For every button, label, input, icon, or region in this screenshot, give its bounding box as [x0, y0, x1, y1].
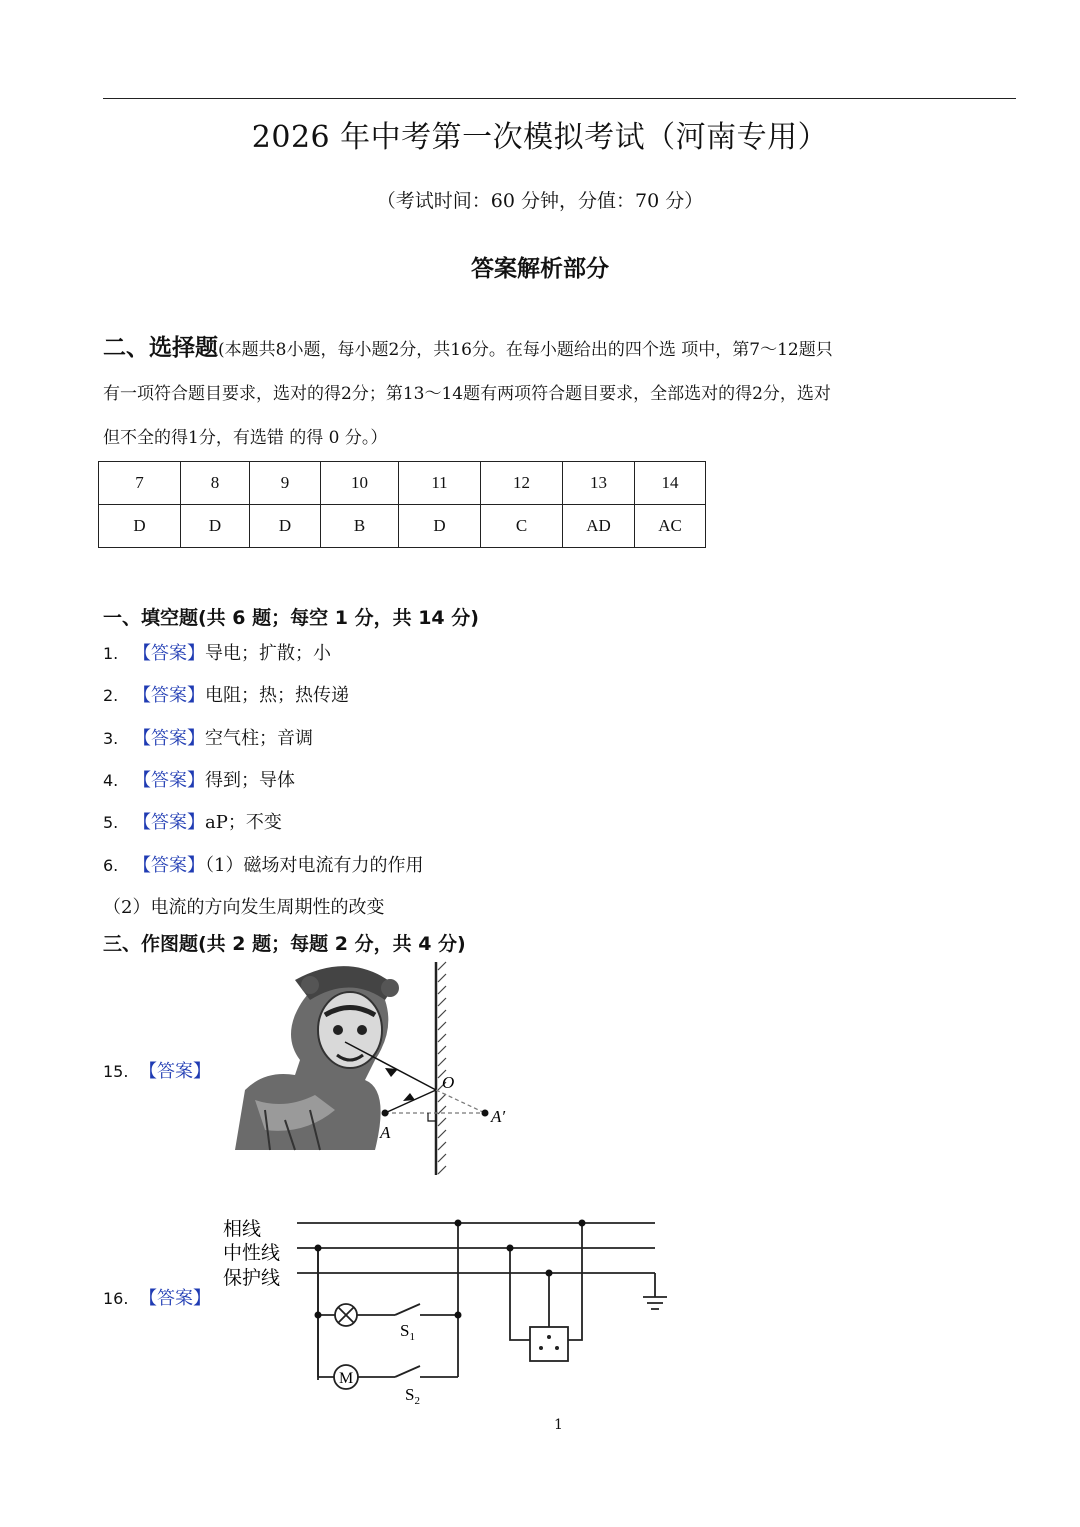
label-a-prime: A′: [491, 1107, 506, 1126]
table-cell: AD: [563, 505, 635, 548]
page-number: 1: [554, 1417, 563, 1433]
answer-text: （1）磁场对电流有力的作用: [205, 855, 424, 876]
table-cell: D: [181, 505, 250, 548]
lamp-icon: [335, 1304, 357, 1326]
answer-tag: 【答案】: [139, 1061, 211, 1082]
ground-icon: [643, 1273, 667, 1309]
junction-dot: [579, 1220, 586, 1227]
q15-label: [103, 1057, 211, 1083]
list-item: [103, 681, 349, 707]
answer-table: [98, 461, 706, 548]
mc-instructions: [103, 326, 923, 460]
label-o: O: [442, 1073, 455, 1092]
answer-table-answers-row: [99, 505, 706, 548]
mc-instructions-line3: 但不全的得1分，有选错 的得 0 分。）: [103, 428, 388, 448]
table-cell: 7: [99, 462, 181, 505]
table-cell: AC: [635, 505, 706, 548]
mirror-diagram: [225, 960, 525, 1180]
list-item: [103, 851, 423, 877]
motor-icon: [334, 1365, 358, 1389]
q16-label: [103, 1284, 211, 1310]
answer-tag: 【答案】: [133, 812, 205, 833]
answer-text: 空气柱；音调: [205, 728, 313, 749]
item-number: 6.: [103, 856, 119, 875]
item-number: 4.: [103, 771, 119, 790]
mc-heading: 二、选择题: [103, 334, 218, 361]
mc-instructions-line2: 有一项符合题目要求，选对的得2分；第13～14题有两项符合题目要求，全部选对的得2分，选对: [103, 384, 831, 404]
mc-instructions-line1: (本题共8小题，每小题2分，共16分。在每小题给出的四个选 项中，第7～12题只: [218, 340, 833, 360]
drawing-heading: 三、作图题(共 2 题；每题 2 分，共 4 分): [103, 933, 466, 955]
answer-text: 得到；导体: [205, 770, 295, 791]
junction-dot: [546, 1270, 553, 1277]
switch-s2-label: $S_2$: [405, 1385, 420, 1407]
answer-tag: 【答案】: [133, 685, 205, 706]
table-cell: D: [399, 505, 481, 548]
junction-dot: [315, 1245, 322, 1252]
list-item: [103, 639, 331, 665]
answer-tag: 【答案】: [133, 770, 205, 791]
table-cell: 14: [635, 462, 706, 505]
motor-label: M: [339, 1370, 354, 1387]
point-a: [382, 1110, 389, 1117]
junction-dot: [507, 1245, 514, 1252]
table-cell: 12: [481, 462, 563, 505]
answer-tag: 【答案】: [133, 855, 205, 876]
answer-tag: 【答案】: [139, 1288, 211, 1309]
answer-table-numbers-row: [99, 462, 706, 505]
incident-ray: [385, 1090, 436, 1113]
item-number: 5.: [103, 813, 119, 832]
list-item: [103, 724, 313, 750]
list-item: [103, 808, 282, 834]
item-number: 15.: [103, 1062, 129, 1081]
circuit-diagram: [215, 1205, 675, 1415]
section-title: 答案解析部分: [471, 255, 609, 282]
arrow-icon: [403, 1093, 415, 1101]
label-neutral-line: 中性线: [223, 1243, 281, 1264]
table-cell: 9: [250, 462, 321, 505]
point-a-image: [482, 1110, 489, 1117]
table-cell: D: [250, 505, 321, 548]
fill-heading: 一、填空题(共 6 题；每空 1 分，共 14 分): [103, 607, 479, 629]
answer-text: 电阻；热；热传递: [205, 685, 349, 706]
junction-dot: [315, 1312, 322, 1319]
answer-text: 导电；扩散；小: [205, 643, 331, 664]
switch-s1-label: $S_1$: [400, 1321, 415, 1343]
label-fire-line: 相线: [223, 1219, 262, 1240]
table-cell: 10: [321, 462, 399, 505]
junction-dot: [455, 1220, 462, 1227]
top-rule: [103, 98, 1016, 99]
page-title: 2026 年中考第一次模拟考试（河南专用）: [251, 120, 829, 155]
answer-text-line2: （2）电流的方向发生周期性的改变: [103, 897, 385, 918]
answer-tag: 【答案】: [133, 643, 205, 664]
junction-dot: [455, 1312, 462, 1319]
item-number: 16.: [103, 1289, 129, 1308]
table-cell: 13: [563, 462, 635, 505]
arrow-icon: [385, 1068, 398, 1077]
wire-cover: [315, 1380, 323, 1415]
socket-icon: [530, 1327, 568, 1361]
item-number: 2.: [103, 686, 119, 705]
mirror-hatch: [438, 962, 446, 1174]
table-cell: C: [481, 505, 563, 548]
table-cell: D: [99, 505, 181, 548]
answer-tag: 【答案】: [133, 728, 205, 749]
table-cell: 8: [181, 462, 250, 505]
answer-text: aP；不变: [205, 812, 282, 833]
list-item: [103, 766, 295, 792]
table-cell: B: [321, 505, 399, 548]
item-number: 3.: [103, 729, 119, 748]
table-cell: 11: [399, 462, 481, 505]
virtual-ray: [436, 1090, 485, 1113]
item-number: 1.: [103, 644, 119, 663]
label-ground-line: 保护线: [223, 1268, 281, 1289]
exam-info: （考试时间：60 分钟，分值：70 分）: [376, 190, 704, 212]
label-a: A: [380, 1123, 391, 1142]
